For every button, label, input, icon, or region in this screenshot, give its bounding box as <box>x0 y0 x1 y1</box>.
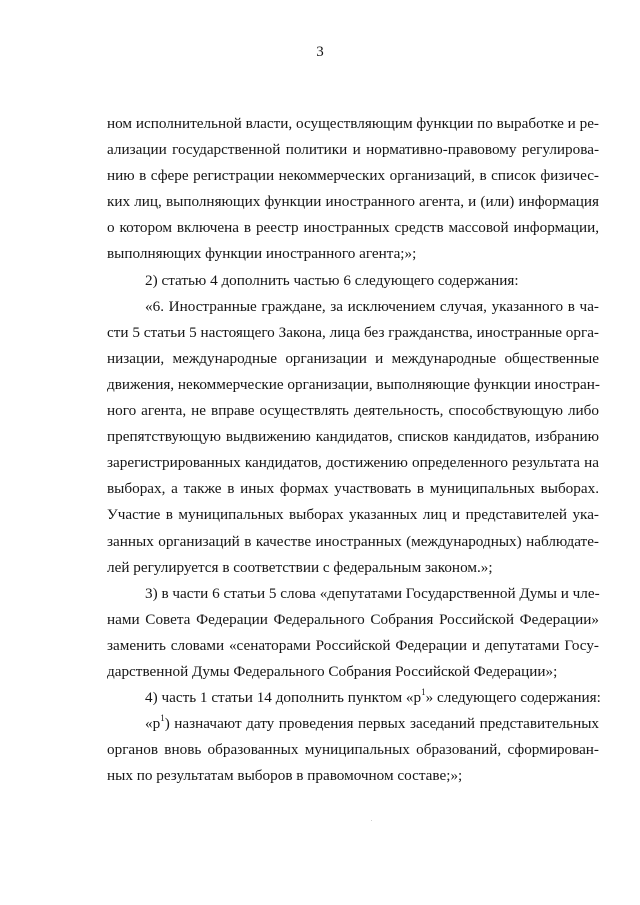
scan-artifact <box>371 820 372 821</box>
text-line: лей регулируется в соответствии с федеральным законом.»; <box>107 558 493 576</box>
paragraph-6 <box>107 711 599 789</box>
text-segment: 4) часть 1 статьи 14 дополнить пунктом «р <box>145 689 422 707</box>
text-segment: «р <box>145 715 161 733</box>
text-segment: ) назначают дату проведения первых заседаний представительных <box>164 715 599 733</box>
paragraph-3 <box>107 294 599 581</box>
text-line: Участие в муниципальных выборах указанных лиц и представителей ука- <box>107 506 599 524</box>
text-segment: » следующего содержания: <box>425 689 601 707</box>
paragraph-2 <box>107 268 599 294</box>
text-line: заменить словами «сенаторами Российской Федерации и депутатами Госу- <box>107 636 599 654</box>
text-line: выполняющих функции иностранного агента;»; <box>107 245 417 263</box>
text-line: «6. Иностранные граждане, за исключением случая, указанного в ча- <box>145 297 599 315</box>
text-line: ном исполнительной власти, осуществляющим функции по выработке и ре- <box>107 115 599 132</box>
paragraph-4 <box>107 581 599 685</box>
text-line: движения, некоммерческие организации, выполняющие функции иностран- <box>107 375 600 393</box>
text-line: 3) в части 6 статьи 5 слова «депутатами Государственной Думы и чле- <box>145 584 600 602</box>
text-line: занных организаций в качестве иностранных (международных) наблюдате- <box>107 532 599 550</box>
text-line <box>107 685 599 711</box>
page-number: 3 <box>316 44 324 60</box>
paragraph-5 <box>107 685 599 711</box>
text-line: о котором включена в реестр иностранных средств массовой информации, <box>107 219 599 237</box>
text-line: низации, международные организации и международные общественные <box>107 349 599 367</box>
paragraph-1 <box>107 111 599 268</box>
text-line <box>107 711 599 737</box>
superscript: 1 <box>421 687 426 697</box>
text-line: ного агента, не вправе осуществлять деятельность, способствующую либо <box>107 402 599 420</box>
text-line: ализации государственной политики и нормативно-правовому регулирова- <box>107 141 599 159</box>
text-line: органов вновь образованных муниципальных образований, сформирован- <box>107 741 599 759</box>
text-line: нами Совета Федерации Федерального Собрания Российской Федерации» <box>107 610 599 628</box>
text-line: препятствующую выдвижению кандидатов, списков кандидатов, избранию <box>107 428 599 446</box>
text-line: зарегистрированных кандидатов, достижению определенного результата на <box>107 454 599 472</box>
superscript: 1 <box>160 713 165 724</box>
text-line: выборах, а также в иных формах участвовать в муниципальных выборах. <box>107 480 599 498</box>
text-line: дарственной Думы Федерального Собрания Российской Федерации»; <box>107 662 558 680</box>
document-body <box>107 111 599 789</box>
text-line: ных по результатам выборов в правомочном составе;»; <box>107 767 463 785</box>
text-line: нию в сфере регистрации некоммерческих организаций, в список физичес- <box>107 167 599 185</box>
text-line: сти 5 статьи 5 настоящего Закона, лица без гражданства, иностранные орга- <box>107 323 599 341</box>
text-line: ких лиц, выполняющих функции иностранного агента, и (или) информация <box>107 193 599 211</box>
text-line: 2) статью 4 дополнить частью 6 следующего содержания: <box>145 271 519 289</box>
